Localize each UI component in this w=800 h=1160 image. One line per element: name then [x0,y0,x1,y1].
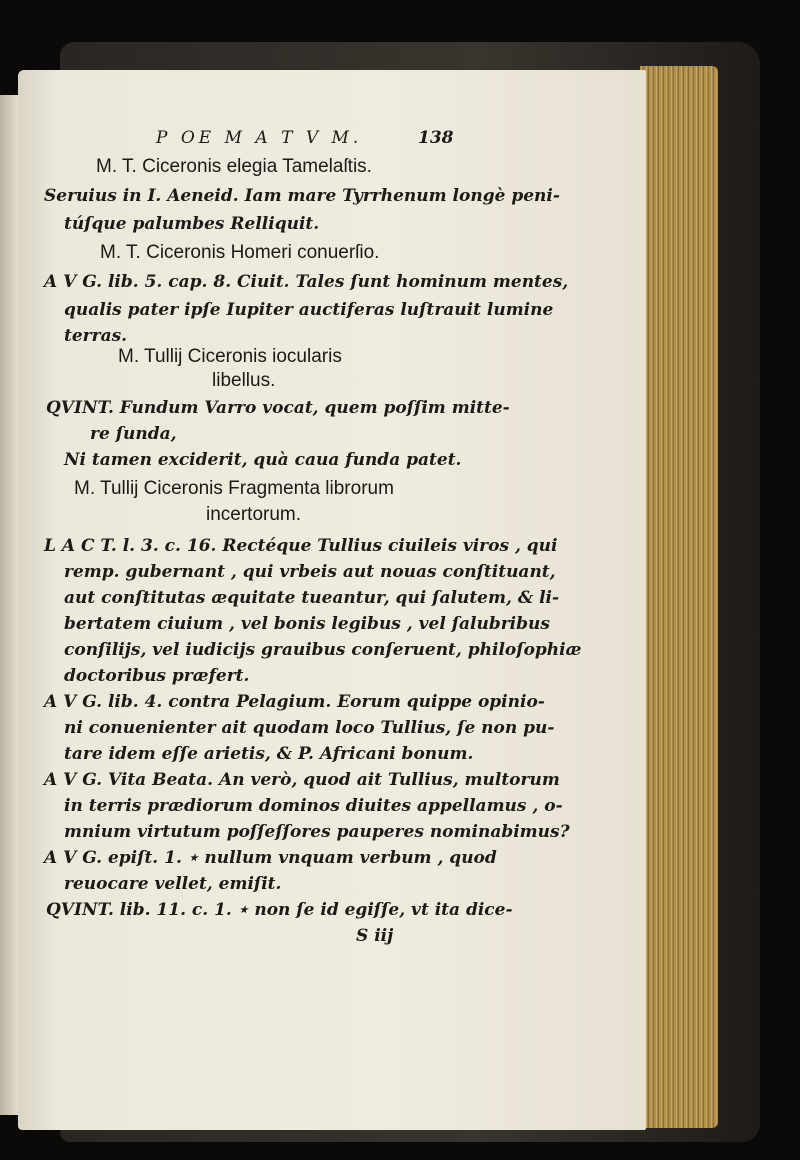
text-line: A V G. lib. 5. cap. 8. Ciuit. Tales ſunt hominum mentes, [44,272,569,292]
text-line: qualis pater ipſe Iupiter auctiferas luſtrauit lumine [64,300,554,320]
text-line: A V G. lib. 4. contra Pelagium. Eorum quippe opinio- [44,692,545,712]
text-line: QVINT. lib. 11. c. 1. ⋆ non ſe id egiſſe, vt ita dice- [46,900,513,920]
text-line: Seruius in I. Aeneid. Iam mare Tyrrhenum longè peni- [44,186,560,206]
heading-fragmenta: M. Tullij Ciceronis Fragmenta librorum [74,478,394,499]
text-line: L A C T. l. 3. c. 16. Rectéque Tullius ciuileis viros , qui [44,536,558,556]
text-line: terras. [64,326,128,346]
heading-elegia: M. T. Ciceronis elegia Tamelaſtis. [96,156,372,177]
text-line: doctoribus præfert. [64,666,250,686]
text-line: mnium virtutum poſſeſſores pauperes nominabimus? [64,822,570,842]
text-line: A V G. Vita Beata. An verò, quod ait Tullius, multorum [44,770,560,790]
facing-page-edge [0,95,18,1115]
text-line: re ſunda, [90,424,177,444]
heading-libellus: libellus. [212,370,276,391]
text-line: tare idem eſſe arietis, & P. Africani bonum. [64,744,474,764]
heading-homeri: M. T. Ciceronis Homeri conuerſio. [100,242,380,263]
text-line: reuocare vellet, emiſit. [64,874,282,894]
text-line: A V G. epiſt. 1. ⋆ nullum vnquam verbum , quod [44,848,497,868]
text-line: ni conuenienter ait quodam loco Tullius, ſe non pu- [64,718,555,738]
text-line: conſilijs, vel iudicijs grauibus conſeruent, philoſophiæ [64,640,582,660]
gilt-fore-edge [640,66,718,1128]
page-number: 138 [418,128,454,148]
text-line: QVINT. Fundum Varro vocat, quem poſſim mitte- [46,398,510,418]
text-line: túſque palumbes Relliquit. [64,214,320,234]
text-line: bertatem ciuium , vel bonis legibus , vel ſalubribus [64,614,550,634]
heading-incertorum: incertorum. [206,504,302,525]
text-line: Ni tamen exciderit, quà caua funda patet. [64,450,462,470]
text-line: aut conſtitutas æquitate tueantur, qui ſalutem, & li- [64,588,560,608]
running-head: P OE M A T V M. [156,128,363,148]
signature-mark: S iij [356,926,394,946]
text-line: in terris prædiorum dominos diuites appellamus , o- [64,796,563,816]
heading-iocularis: M. Tullij Ciceronis iocularis [118,346,342,367]
text-line: remp. gubernant , qui vrbeis aut nouas conſtituant, [64,562,556,582]
